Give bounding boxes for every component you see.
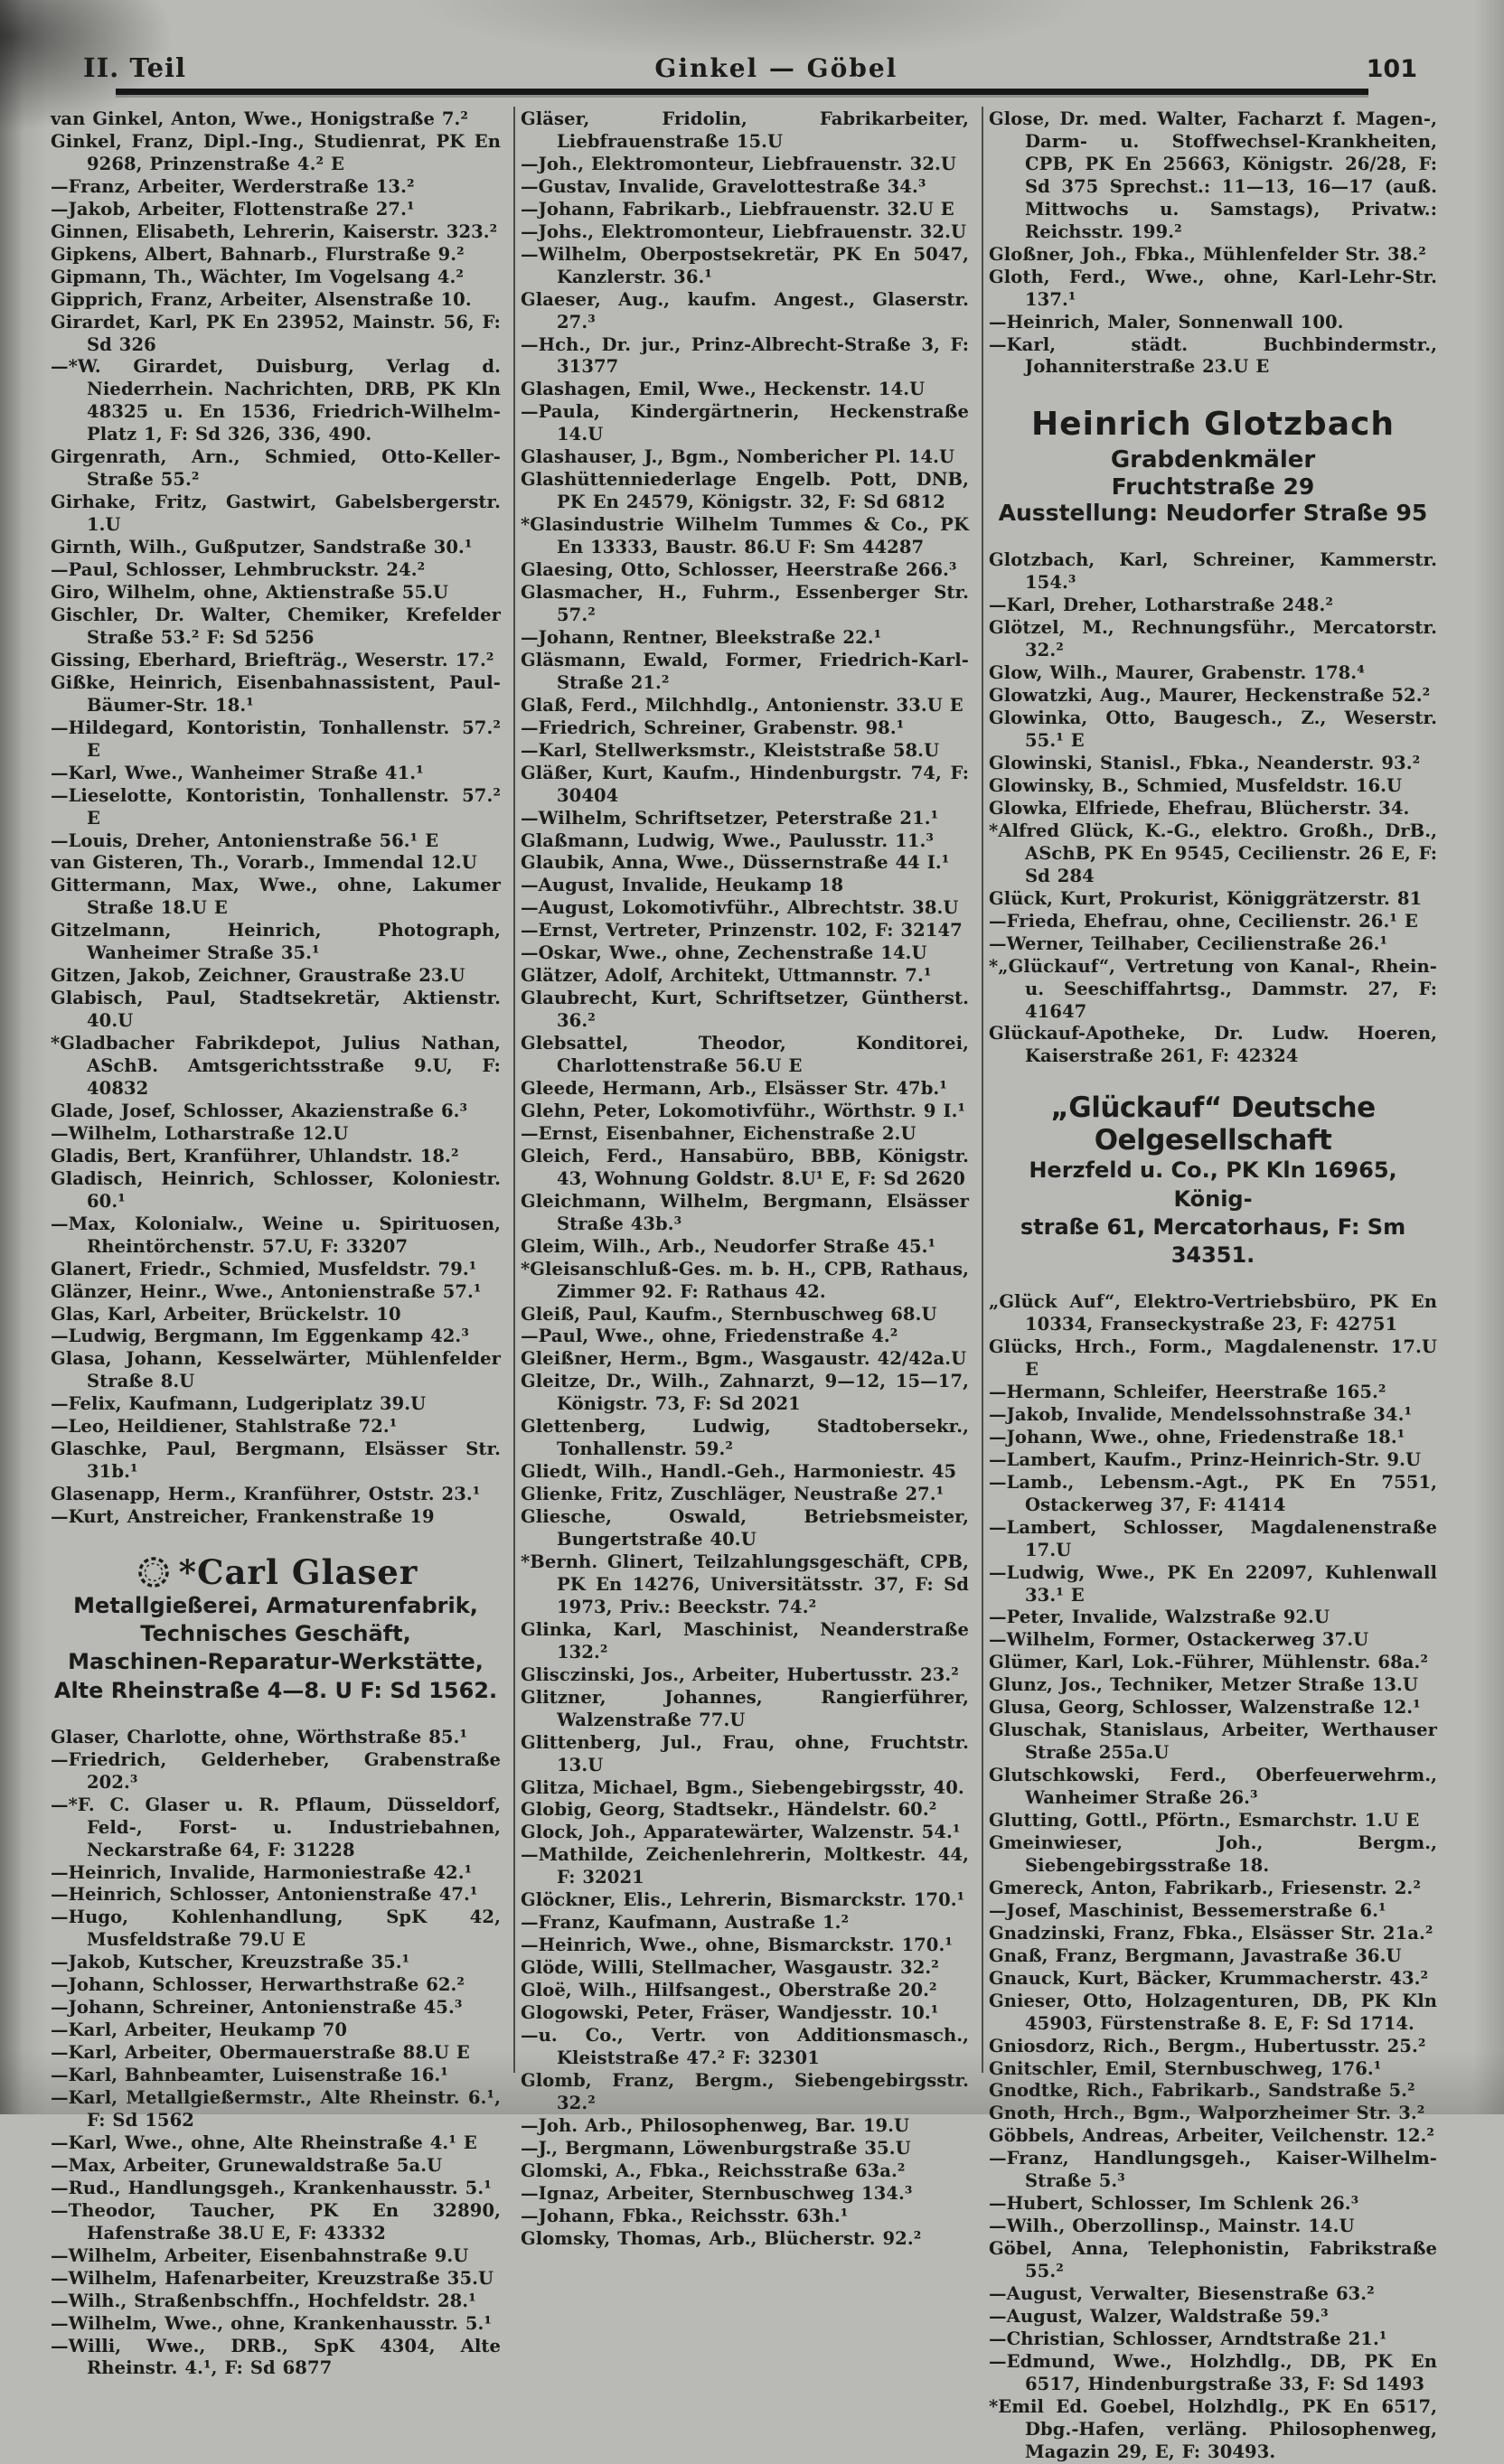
directory-column-2 (513, 107, 982, 2249)
directory-entry: *Gladbacher Fabrikdepot, Julius Nathan, ASchB. Amtsgerichtsstraße 9.U, F: 40832 (51, 1033, 501, 1099)
directory-entry: —Franz, Handlungsgeh., Kaiser-Wilhelm-Straße 5.³ (989, 2148, 1437, 2192)
directory-entry: —*W. Girardet, Duisburg, Verlag d. Niederrhein. Nachrichten, DRB, PK Kln 48325 u. En 1536, Friedrich-Wilhelm-Platz 1, F: Sd 326, 336, 490. (51, 356, 501, 445)
directory-entry: Glas, Karl, Arbeiter, Brückelstr. 10 (51, 1303, 401, 1325)
directory-entry: Glusa, Georg, Schlosser, Walzenstraße 12.¹ (989, 1697, 1421, 1719)
directory-entry: —Paul, Wwe., ohne, Friedenstraße 4.² (521, 1326, 898, 1347)
directory-entry: Glasmacher, H., Fuhrm., Essenberger Str. 57.² (521, 582, 969, 625)
directory-entry: Gißke, Heinrich, Eisenbahnassistent, Paul-Bäumer-Str. 18.¹ (51, 671, 501, 716)
directory-entry: Gnitschler, Emil, Sternbuschweg, 176.¹ (989, 2057, 1382, 2079)
directory-entry: Glashagen, Emil, Wwe., Heckenstr. 14.U (521, 379, 926, 400)
ad-line: Alte Rheinstraße 4—8. U F: Sd 1562. (53, 1677, 498, 1703)
directory-entry: —Karl, Metallgießermstr., Alte Rheinstr. 6.¹, F: Sd 1562 (51, 2087, 501, 2131)
directory-entry: Gipprich, Franz, Arbeiter, Alsenstraße 10. (51, 288, 472, 310)
directory-entry: Gleich, Ferd., Hansabüro, BBB, Königstr. 43, Wohnung Goldstr. 8.U¹ E, F: Sd 2620 (521, 1145, 969, 1189)
header-rule (116, 89, 1368, 95)
directory-entry: —Hubert, Schlosser, Im Schlenk 26.³ (989, 2193, 1359, 2215)
directory-entry: Glänzer, Heinr., Wwe., Antonienstraße 57.¹ (51, 1280, 482, 1302)
directory-entry: —Wilh., Oberzollinsp., Mainstr. 14.U (989, 2216, 1355, 2237)
directory-entry: —Christian, Schlosser, Arndtstraße 21.¹ (989, 2328, 1387, 2349)
directory-entry: Glaubrecht, Kurt, Schriftsetzer, Güntherst. 36.² (521, 988, 969, 1032)
directory-entry: Glomb, Franz, Bergm., Siebengebirgsstr. 32.² (521, 2069, 969, 2113)
directory-entry: Gläser, Fridolin, Fabrikarbeiter, Liebfrauenstraße 15.U (521, 108, 969, 152)
directory-entry: —August, Invalide, Heukamp 18 (521, 875, 844, 896)
directory-entry: —Friedrich, Schreiner, Grabenstr. 98.¹ (521, 717, 905, 738)
directory-entry: Gischler, Dr. Walter, Chemiker, Krefelder Straße 53.² F: Sd 5256 (51, 604, 501, 648)
directory-entry: Glutting, Gottl., Pförtn., Esmarchstr. 1.U E (989, 1810, 1420, 1832)
directory-entry: —Karl, Arbeiter, Obermauerstraße 88.U E (51, 2042, 470, 2064)
directory-entry: —Felix, Kaufmann, Ludgeriplatz 39.U (51, 1393, 427, 1415)
directory-entry: —Jakob, Invalide, Mendelssohnstraße 34.¹ (989, 1403, 1413, 1425)
directory-entry: —Hch., Dr. jur., Prinz-Albrecht-Straße 3, F: 31377 (521, 333, 969, 378)
directory-entry: Glogowski, Peter, Fräser, Wandjesstr. 10.¹ (521, 2002, 939, 2024)
directory-entry: Gliedt, Wilh., Handl.-Geh., Harmoniestr. 45 (521, 1461, 957, 1483)
directory-entry: Gleitze, Dr., Wilh., Zahnarzt, 9—12, 15—17, Königstr. 73, F: Sd 2021 (521, 1371, 969, 1415)
directory-entry: —Ludwig, Wwe., PK En 22097, Kuhlenwall 33.¹ E (989, 1561, 1437, 1606)
directory-entry: —Heinrich, Invalide, Harmoniestraße 42.¹ (51, 1861, 473, 1883)
directory-entry: Glehn, Peter, Lokomotivführ., Wörthstr. 9 I.¹ (521, 1100, 966, 1121)
directory-entry: *„Glückauf“, Vertretung von Kanal-, Rhein- u. Seeschiffahrtsg., Dammstr. 27, F: 41647 (989, 955, 1437, 1022)
ad-headline-text: *Carl Glaser (178, 1552, 418, 1593)
directory-entry: —Wilh., Straßenbschffn., Hochfeldstr. 28.¹ (51, 2290, 476, 2311)
directory-entry: Glittenberg, Jul., Frau, ohne, Fruchtstr. 13.U (521, 1731, 969, 1775)
directory-entry: —u. Co., Vertr. von Additionsmasch., Kleiststraße 47.² F: 32301 (521, 2025, 969, 2068)
directory-entry: Göbbels, Andreas, Arbeiter, Veilchenstr. 12.² (989, 2125, 1435, 2147)
directory-entry: —Wilhelm, Oberpostsekretär, PK En 5047, Kanzlerstr. 36.¹ (521, 243, 969, 287)
directory-entry: —August, Walzer, Waldstraße 59.³ (989, 2306, 1329, 2327)
ad-headline: Heinrich Glotzbach (1031, 406, 1395, 444)
directory-entry: Glowinka, Otto, Baugesch., Z., Weserstr. 55.¹ E (989, 707, 1437, 752)
directory-entry: Glowatzki, Aug., Maurer, Heckenstraße 52.² (989, 685, 1431, 707)
page-headword-range: Ginkel — Göbel (654, 53, 898, 83)
directory-entry: —Karl, Arbeiter, Heukamp 70 (51, 2019, 348, 2041)
directory-entry: —Karl, Wwe., ohne, Alte Rheinstraße 4.¹ E (51, 2131, 477, 2153)
directory-entry: —Joh. Arb., Philosophenweg, Bar. 19.U (521, 2114, 910, 2136)
directory-entry: Gloßner, Joh., Fbka., Mühlenfelder Str. 38.² (989, 243, 1426, 265)
directory-entry: —Edmund, Wwe., Holzhdlg., DB, PK En 6517, Hindenburgstraße 33, F: Sd 1493 (989, 2350, 1437, 2394)
directory-entry: —Peter, Invalide, Walzstraße 92.U (989, 1607, 1330, 1628)
directory-entry: —Lamb., Lebensm.-Agt., PK En 7551, Ostackerweg 37, F: 41414 (989, 1471, 1437, 1515)
directory-entry: Glaschke, Paul, Bergmann, Elsässer Str. 31b.¹ (51, 1438, 501, 1483)
directory-entry: —Karl, Stellwerksmstr., Kleiststraße 58.U (521, 739, 940, 761)
directory-entry: Gliesche, Oswald, Betriebsmeister, Bungertstraße 40.U (521, 1506, 969, 1551)
directory-entry: —Max, Arbeiter, Grunewaldstraße 5a.U (51, 2154, 443, 2176)
directory-entry: —Wilhelm, Schriftsetzer, Peterstraße 21.¹ (521, 807, 939, 829)
directory-entry: *Bernh. Glinert, Teilzahlungsgeschäft, CPB, PK En 14276, Universitätsstr. 37, F: Sd 1973, Priv.: Beeckstr. 74.² (521, 1551, 969, 1617)
directory-entry: —Gustav, Invalide, Gravelottestraße 34.³ (521, 175, 926, 197)
directory-entry: —Karl, Wwe., Wanheimer Straße 41.¹ (51, 762, 424, 783)
directory-entry: —Ludwig, Bergmann, Im Eggenkamp 42.³ (51, 1326, 469, 1347)
directory-entry: —Josef, Maschinist, Bessemerstraße 6.¹ (989, 1899, 1386, 1921)
directory-entry: —Johann, Schlosser, Herwarthstraße 62.² (51, 1974, 465, 1996)
directory-columns (0, 94, 1504, 2462)
directory-entry: Gmeinwieser, Joh., Bergm., Siebengebirgsstraße 18. (989, 1832, 1437, 1876)
ad-line: Herzfeld u. Co., PK Kln 16965, König- (1029, 1157, 1397, 1212)
directory-entry: Glümer, Karl, Lok.-Führer, Mühlenstr. 68a.² (989, 1652, 1429, 1673)
directory-entry: —Jakob, Arbeiter, Flottenstraße 27.¹ (51, 198, 415, 220)
directory-entry: —Hildegard, Kontoristin, Tonhallenstr. 57.² E (51, 717, 501, 761)
directory-entry: Glitza, Michael, Bgm., Siebengebirgsstr, 40. (521, 1776, 964, 1798)
ad-line: Ausstellung: Neudorfer Straße 95 (998, 500, 1428, 527)
directory-entry: —Lambert, Schlosser, Magdalenenstraße 17.U (989, 1516, 1437, 1560)
directory-entry: Glöckner, Elis., Lehrerin, Bismarckstr. 170.¹ (521, 1889, 965, 1911)
directory-entry: —Kurt, Anstreicher, Frankenstraße 19 (51, 1506, 435, 1528)
directory-entry: —Franz, Kaufmann, Austraße 1.² (521, 1912, 850, 1934)
directory-entry: —Wilhelm, Lotharstraße 12.U (51, 1122, 349, 1144)
directory-entry: —Theodor, Taucher, PK En 32890, Hafenstraße 38.U E, F: 43332 (51, 2199, 501, 2244)
directory-entry: Glashauser, J., Bgm., Nombericher Pl. 14.U (521, 446, 955, 468)
directory-entry: van Gisteren, Th., Vorarb., Immendal 12.U (51, 852, 477, 874)
directory-entry: —Lieselotte, Kontoristin, Tonhallenstr. 57.² E (51, 784, 501, 829)
directory-entry: Gläßer, Kurt, Kaufm., Hindenburgstr. 74, F: 30404 (521, 762, 969, 806)
directory-entry: Glitzner, Johannes, Rangierführer, Walzenstraße 77.U (521, 1686, 969, 1730)
directory-entry: —Ignaz, Arbeiter, Sternbuschweg 134.³ (521, 2182, 913, 2204)
directory-entry: Glutschkowski, Ferd., Oberfeuerwehrm., Wanheimer Straße 26.³ (989, 1765, 1437, 1809)
ad-headline: „Glückauf“ Deutsche Oelgesellschaft (1050, 1091, 1376, 1157)
directory-entry: Gluschak, Stanislaus, Arbeiter, Werthauser Straße 255a.U (989, 1719, 1437, 1764)
directory-entry: —*F. C. Glaser u. R. Pflaum, Düsseldorf, Feld-, Forst- u. Industriebahnen, Neckarstraße 64, F: 31228 (51, 1794, 501, 1860)
directory-entry: —Louis, Dreher, Antonienstraße 56.¹ E (51, 829, 439, 851)
directory-entry: Gleichmann, Wilhelm, Bergmann, Elsässer Straße 43b.³ (521, 1190, 969, 1234)
page-number: 101 (1366, 55, 1417, 83)
directory-entry: —August, Lokomotivführ., Albrechtstr. 38.U (521, 897, 959, 919)
directory-entry: —J., Bergmann, Löwenburgstraße 35.U (521, 2137, 911, 2159)
directory-entry: —Karl, Bahnbeamter, Luisenstraße 16.¹ (51, 2065, 448, 2086)
directory-entry: Glaubik, Anna, Wwe., Düssernstraße 44 I.¹ (521, 852, 950, 874)
directory-entry: —Wilhelm, Wwe., ohne, Krankenhausstr. 5.¹ (51, 2312, 493, 2334)
directory-entry: Gitzelmann, Heinrich, Photograph, Wanheimer Straße 35.¹ (51, 920, 501, 964)
directory-entry: Gniosdorz, Rich., Bergm., Hubertusstr. 25.² (989, 2035, 1426, 2056)
directory-entry: Glasa, Johann, Kesselwärter, Mühlenfelder Straße 8.U (51, 1348, 501, 1392)
directory-entry: —Johann, Schreiner, Antonienstraße 45.³ (51, 1997, 463, 2019)
directory-entry: —Willi, Wwe., DRB., SpK 4304, Alte Rheinstr. 4.¹, F: Sd 6877 (51, 2335, 501, 2379)
directory-entry: Glomski, A., Fbka., Reichsstraße 63a.² (521, 2160, 906, 2181)
directory-entry: —Wilhelm, Hafenarbeiter, Kreuzstraße 35.U (51, 2267, 494, 2289)
directory-entry: Gnadzinski, Franz, Fbka., Elsässer Str. 21a.² (989, 1922, 1434, 1944)
ad-glotzbach (989, 406, 1437, 526)
directory-entry: Göbel, Anna, Telephonistin, Fabrikstraße 55.² (989, 2238, 1437, 2282)
directory-entry: Gläsmann, Ewald, Former, Friedrich-Karl-Straße 21.² (521, 649, 969, 693)
directory-entry: Gipkens, Albert, Bahnarb., Flurstraße 9.² (51, 243, 465, 265)
directory-entry: Giro, Wilhelm, ohne, Aktienstraße 55.U (51, 582, 449, 604)
directory-entry: Glöde, Willi, Stellmacher, Wasgaustr. 32.² (521, 1957, 939, 1979)
directory-entry: Glaeser, Aug., kaufm. Angest., Glaserstr. 27.³ (521, 288, 969, 333)
directory-entry: Gnodtke, Rich., Fabrikarb., Sandstraße 5.² (989, 2080, 1415, 2102)
directory-entry: Gleim, Wilh., Arb., Neudorfer Straße 45.¹ (521, 1235, 936, 1257)
directory-entry: Girgenrath, Arn., Schmied, Otto-Keller-Straße 55.² (51, 446, 501, 491)
ad-glaser (51, 1552, 501, 1705)
directory-entry: Glow, Wilh., Maurer, Grabenstr. 178.⁴ (989, 662, 1365, 684)
directory-entry: —Hugo, Kohlenhandlung, SpK 42, Musfeldstraße 79.U E (51, 1907, 501, 1951)
directory-entry: Glanert, Friedr., Schmied, Musfeldstr. 79.¹ (51, 1258, 477, 1279)
directory-entry: Ginnen, Elisabeth, Lehrerin, Kaiserstr. 323.² (51, 220, 498, 242)
directory-entry: Glückauf-Apotheke, Dr. Ludw. Hoeren, Kaiserstraße 261, F: 42324 (989, 1023, 1437, 1067)
directory-entry: Glowinsky, B., Schmied, Musfeldstr. 16.U (989, 774, 1403, 796)
page-header (0, 0, 1504, 94)
directory-entry: —Johann, Fbka., Reichsstr. 63h.¹ (521, 2205, 849, 2226)
directory-column-3 (982, 107, 1450, 2462)
ad-oel (989, 1091, 1437, 1269)
page-part: II. Teil (83, 52, 187, 83)
directory-entry: Glaser, Charlotte, ohne, Wörthstraße 85.¹ (51, 1726, 468, 1747)
directory-entry: —Franz, Arbeiter, Werderstraße 13.² (51, 175, 415, 197)
directory-entry: Gladis, Bert, Kranführer, Uhlandstr. 18.² (51, 1145, 459, 1166)
directory-entry: Glinka, Karl, Maschinist, Neanderstraße 132.² (521, 1618, 969, 1663)
directory-entry: —Karl, städt. Buchbindermstr., Johanniterstraße 23.U E (989, 333, 1437, 378)
directory-entry: Glomsky, Thomas, Arb., Blücherstr. 92.² (521, 2227, 922, 2249)
directory-entry: Glätzer, Adolf, Architekt, Uttmannstr. 7.¹ (521, 965, 932, 987)
directory-entry: Glabisch, Paul, Stadtsekretär, Aktienstr. 40.U (51, 988, 501, 1032)
directory-entry: —Werner, Teilhaber, Cecilienstraße 26.¹ (989, 932, 1388, 954)
directory-entry: Gleede, Hermann, Arb., Elsässer Str. 47b.¹ (521, 1077, 947, 1099)
directory-entry: Glock, Joh., Apparatewärter, Walzenstr. 54.¹ (521, 1822, 961, 1843)
directory-entry: —Johann, Rentner, Bleekstraße 22.¹ (521, 626, 882, 648)
directory-entry: Gmereck, Anton, Fabrikarb., Friesenstr. 2.² (989, 1877, 1421, 1898)
directory-entry: Gitzen, Jakob, Zeichner, Graustraße 23.U (51, 965, 465, 987)
directory-entry: —Friedrich, Gelderheber, Grabenstraße 202.³ (51, 1748, 501, 1793)
directory-entry: Gnauck, Kurt, Bäcker, Krummacherstr. 43.² (989, 1967, 1429, 1989)
directory-entry: Gleiß, Paul, Kaufm., Sternbuschweg 68.U (521, 1303, 937, 1325)
directory-entry: —August, Verwalter, Biesenstraße 63.² (989, 2283, 1375, 2305)
directory-entry: Glunz, Jos., Techniker, Metzer Straße 13.U (989, 1674, 1418, 1696)
directory-entry: —Heinrich, Wwe., ohne, Bismarckstr. 170.¹ (521, 1935, 954, 1956)
directory-entry: —Leo, Heildiener, Stahlstraße 72.¹ (51, 1416, 398, 1438)
directory-entry: —Max, Kolonialw., Weine u. Spirituosen, Rheintörchenstr. 57.U, F: 33207 (51, 1213, 501, 1257)
ad-headline (51, 1552, 501, 1592)
directory-entry: Girardet, Karl, PK En 23952, Mainstr. 56, F: Sd 326 (51, 311, 501, 355)
directory-entry: Gipmann, Th., Wächter, Im Vogelsang 4.² (51, 266, 465, 287)
ad-line: Fruchtstraße 29 (1111, 473, 1315, 501)
directory-entry: —Johs., Elektromonteur, Liebfrauenstr. 32.U (521, 220, 967, 242)
directory-entry: —Wilhelm, Arbeiter, Eisenbahnstraße 9.U (51, 2244, 469, 2266)
directory-entry: Ginkel, Franz, Dipl.-Ing., Studienrat, PK En 9268, Prinzenstraße 4.² E (51, 130, 501, 174)
directory-column-1 (45, 107, 513, 2379)
ad-line: straße 61, Mercatorhaus, F: Sm 34351. (1020, 1213, 1406, 1268)
directory-entry: *Emil Ed. Goebel, Holzhdlg., PK En 6517, Dbg.-Hafen, verläng. Philosophenweg, Magazin 29, E, F: 30493. (989, 2395, 1437, 2462)
directory-entry: Gissing, Eberhard, Briefträg., Weserstr. 17.² (51, 649, 494, 670)
ad-line: Grabdenkmäler (1110, 446, 1316, 474)
directory-entry: Glotzbach, Karl, Schreiner, Kammerstr. 154.³ (989, 549, 1437, 594)
directory-entry: Gleißner, Herm., Bgm., Wasgaustr. 42/42a.U (521, 1348, 967, 1370)
directory-entry: *Gleisanschluß-Ges. m. b. H., CPB, Rathaus, Zimmer 92. F: Rathaus 42. (521, 1258, 969, 1302)
directory-entry: Glowka, Elfriede, Ehefrau, Blücherstr. 34. (989, 797, 1410, 819)
directory-entry: Glashüttenniederlage Engelb. Pott, DNB, PK En 24579, Königstr. 32, F: Sd 6812 (521, 469, 969, 513)
directory-entry: Glisczinski, Jos., Arbeiter, Hubertusstr. 23.² (521, 1663, 959, 1685)
directory-entry: Glötzel, M., Rechnungsführ., Mercatorstr. 32.² (989, 617, 1437, 661)
directory-entry: Glade, Josef, Schlosser, Akazienstraße 6.³ (51, 1100, 468, 1121)
directory-entry: —Paula, Kindergärtnerin, Heckenstraße 14.U (521, 401, 969, 445)
directory-entry: Girnth, Wilh., Gußputzer, Sandstraße 30.¹ (51, 537, 473, 558)
directory-entry: —Frieda, Ehefrau, ohne, Cecilienstr. 26.¹ E (989, 910, 1418, 932)
directory-entry: Gnieser, Otto, Holzagenturen, DB, PK Kln 45903, Fürstenstraße 8. E, F: Sd 1714. (989, 1990, 1437, 2034)
directory-entry: *Glasindustrie Wilhelm Tummes & Co., PK En 13333, Baustr. 86.U F: Sm 44287 (521, 514, 969, 558)
directory-entry: Glose, Dr. med. Walter, Facharzt f. Magen-, Darm- u. Stoffwechsel-Krankheiten, CPB, PK En 25663, Königstr. 26/28, F: Sd 375 Sprechst.: 11—13, 16—17 (auß. Mittwochs u. Samstags), Privatw.: Reichsstr. 199.² (989, 108, 1437, 242)
ad-line: Technisches Geschäft, (140, 1621, 411, 1647)
directory-entry: Gnaß, Franz, Bergmann, Javastraße 36.U (989, 1944, 1402, 1966)
ad-line: Metallgießerei, Armaturenfabrik, (73, 1593, 478, 1619)
directory-entry: —Wilhelm, Former, Ostackerweg 37.U (989, 1629, 1369, 1651)
directory-entry: —Karl, Dreher, Lotharstraße 248.² (989, 595, 1333, 616)
directory-entry: Gnoth, Hrch., Bgm., Walporzheimer Str. 3.² (989, 2103, 1425, 2124)
directory-entry: —Paul, Schlosser, Lehmbruckstr. 24.² (51, 559, 426, 581)
directory-entry: —Lambert, Kaufm., Prinz-Heinrich-Str. 9.U (989, 1448, 1422, 1470)
ad-line: Maschinen-Reparatur-Werkstätte, (68, 1649, 484, 1675)
directory-entry: —Oskar, Wwe., ohne, Zechenstraße 14.U (521, 942, 927, 964)
directory-entry: —Joh., Elektromonteur, Liebfrauenstr. 32.U (521, 153, 956, 174)
directory-entry: Gittermann, Max, Wwe., ohne, Lakumer Straße 18.U E (51, 875, 501, 919)
directory-entry: Gladisch, Heinrich, Schlosser, Koloniestr. 60.¹ (51, 1167, 501, 1212)
directory-entry: „Glück Auf“, Elektro-Vertriebsbüro, PK En 10334, Franseckystraße 23, F: 42751 (989, 1291, 1437, 1335)
directory-entry: Glücks, Hrch., Form., Magdalenenstr. 17.U E (989, 1336, 1437, 1380)
directory-entry: —Mathilde, Zeichenlehrerin, Moltkestr. 44, F: 32021 (521, 1844, 969, 1888)
directory-entry: —Johann, Wwe., ohne, Friedenstraße 18.¹ (989, 1426, 1405, 1447)
directory-entry: —Johann, Fabrikarb., Liebfrauenstr. 32.U E (521, 198, 954, 220)
directory-entry: Glaesing, Otto, Schlosser, Heerstraße 266.³ (521, 559, 957, 581)
directory-entry: —Ernst, Eisenbahner, Eichenstraße 2.U (521, 1122, 916, 1144)
laurel-wreath-icon (134, 1552, 174, 1592)
directory-entry: —Rud., Handlungsgeh., Krankenhausstr. 5.¹ (51, 2177, 492, 2198)
directory-entry: Girhake, Fritz, Gastwirt, Gabelsbergerstr. 1.U (51, 492, 501, 536)
directory-entry: —Heinrich, Schlosser, Antonienstraße 47.¹ (51, 1884, 478, 1906)
directory-entry: Glienke, Fritz, Zuschläger, Neustraße 27.¹ (521, 1484, 945, 1505)
directory-entry: Glück, Kurt, Prokurist, Königgrätzerstr. 81 (989, 887, 1423, 909)
directory-entry: Glettenberg, Ludwig, Stadtobersekr., Tonhallenstr. 59.² (521, 1416, 969, 1460)
directory-entry: Glaßmann, Ludwig, Wwe., Paulusstr. 11.³ (521, 829, 935, 851)
directory-entry: Gloë, Wilh., Hilfsangest., Oberstraße 20.² (521, 1980, 937, 2001)
directory-entry: Glowinski, Stanisl., Fbka., Neanderstr. 93.² (989, 753, 1421, 774)
directory-entry: van Ginkel, Anton, Wwe., Honigstraße 7.² (51, 108, 469, 129)
directory-entry: —Heinrich, Maler, Sonnenwall 100. (989, 311, 1344, 333)
directory-entry: *Alfred Glück, K.-G., elektro. Großh., DrB., ASchB, PK En 9545, Cecilienstr. 26 E, F: Sd 284 (989, 820, 1437, 886)
directory-entry: —Hermann, Schleifer, Heerstraße 165.² (989, 1381, 1386, 1402)
directory-entry: —Ernst, Vertreter, Prinzenstr. 102, F: 32147 (521, 920, 963, 942)
directory-entry: Gloth, Ferd., Wwe., ohne, Karl-Lehr-Str. 137.¹ (989, 266, 1437, 310)
directory-entry: Glebsattel, Theodor, Konditorei, Charlottenstraße 56.U E (521, 1033, 969, 1077)
directory-entry: Glasenapp, Herm., Kranführer, Oststr. 23.¹ (51, 1484, 481, 1505)
directory-entry: Glaß, Ferd., Milchhdlg., Antonienstr. 33.U E (521, 694, 964, 716)
directory-entry: Globig, Georg, Stadtsekr., Händelstr. 60.² (521, 1799, 937, 1821)
directory-entry: —Jakob, Kutscher, Kreuzstraße 35.¹ (51, 1952, 410, 1973)
